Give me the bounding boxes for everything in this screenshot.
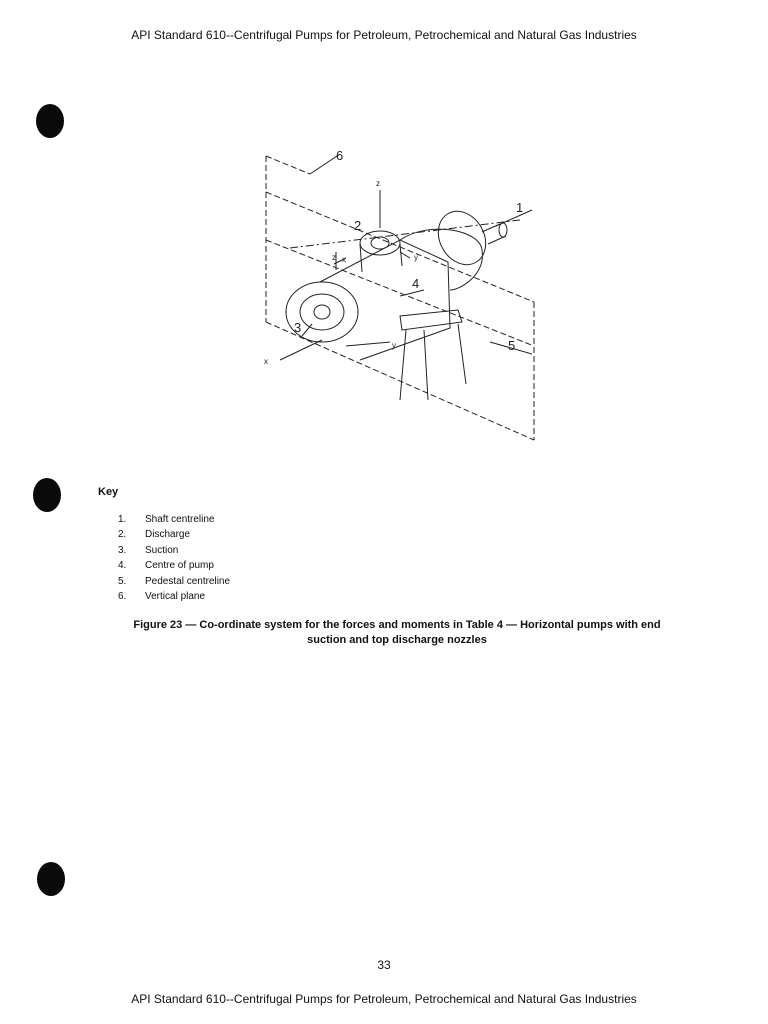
key-list xyxy=(118,512,230,604)
key-item xyxy=(118,574,230,589)
punch-hole-middle xyxy=(33,478,61,512)
pump-coordinate-figure xyxy=(250,140,550,450)
key-item xyxy=(118,527,230,542)
key-item-number: 2. xyxy=(118,529,127,541)
key-item-number: 3. xyxy=(118,544,127,556)
callout-2: 2 xyxy=(354,218,362,233)
figure-caption xyxy=(112,618,682,648)
key-item-label: Discharge xyxy=(145,529,191,541)
key-item xyxy=(118,543,230,558)
callout-1: 1 xyxy=(516,200,524,215)
callout-6: 6 xyxy=(336,148,344,163)
axis-y-suction: y xyxy=(392,341,396,350)
axis-x-small: x xyxy=(342,255,346,264)
page-header: API Standard 610--Centrifugal Pumps for Petroleum, Petrochemical and Natural Gas Industries xyxy=(131,28,637,42)
axis-x-suction: x xyxy=(264,357,268,366)
key-title: Key xyxy=(98,486,119,498)
axis-z-top: z xyxy=(376,179,380,188)
page-number: 33 xyxy=(377,958,391,972)
key-item xyxy=(118,558,230,573)
punch-hole-bottom xyxy=(37,862,65,896)
key-item-number: 4. xyxy=(118,560,127,572)
callout-4: 4 xyxy=(412,276,420,291)
key-item-label: Pedestal centreline xyxy=(145,575,231,587)
key-item xyxy=(118,512,230,527)
key-item-number: 6. xyxy=(118,590,127,602)
punch-hole-top xyxy=(36,104,64,138)
axis-y-small: y xyxy=(414,253,418,262)
key-item-label: Vertical plane xyxy=(145,590,206,602)
key-item-label: Shaft centreline xyxy=(145,514,215,525)
figure-caption-line-2: suction and top discharge nozzles xyxy=(307,634,487,646)
key-item-number: 1. xyxy=(118,514,127,525)
figure-caption-line-1: Figure 23 — Co-ordinate system for the forces and moments in Table 4 — Horizontal pumps with end xyxy=(133,619,661,631)
key-item-label: Suction xyxy=(145,544,179,556)
key-item xyxy=(118,589,230,604)
axis-z-small: z xyxy=(332,253,336,262)
callout-3: 3 xyxy=(294,320,302,335)
key-item-number: 5. xyxy=(118,575,127,587)
page-footer: API Standard 610--Centrifugal Pumps for Petroleum, Petrochemical and Natural Gas Industries xyxy=(131,992,637,1006)
callout-5: 5 xyxy=(508,338,516,353)
key-item-label: Centre of pump xyxy=(145,560,214,572)
